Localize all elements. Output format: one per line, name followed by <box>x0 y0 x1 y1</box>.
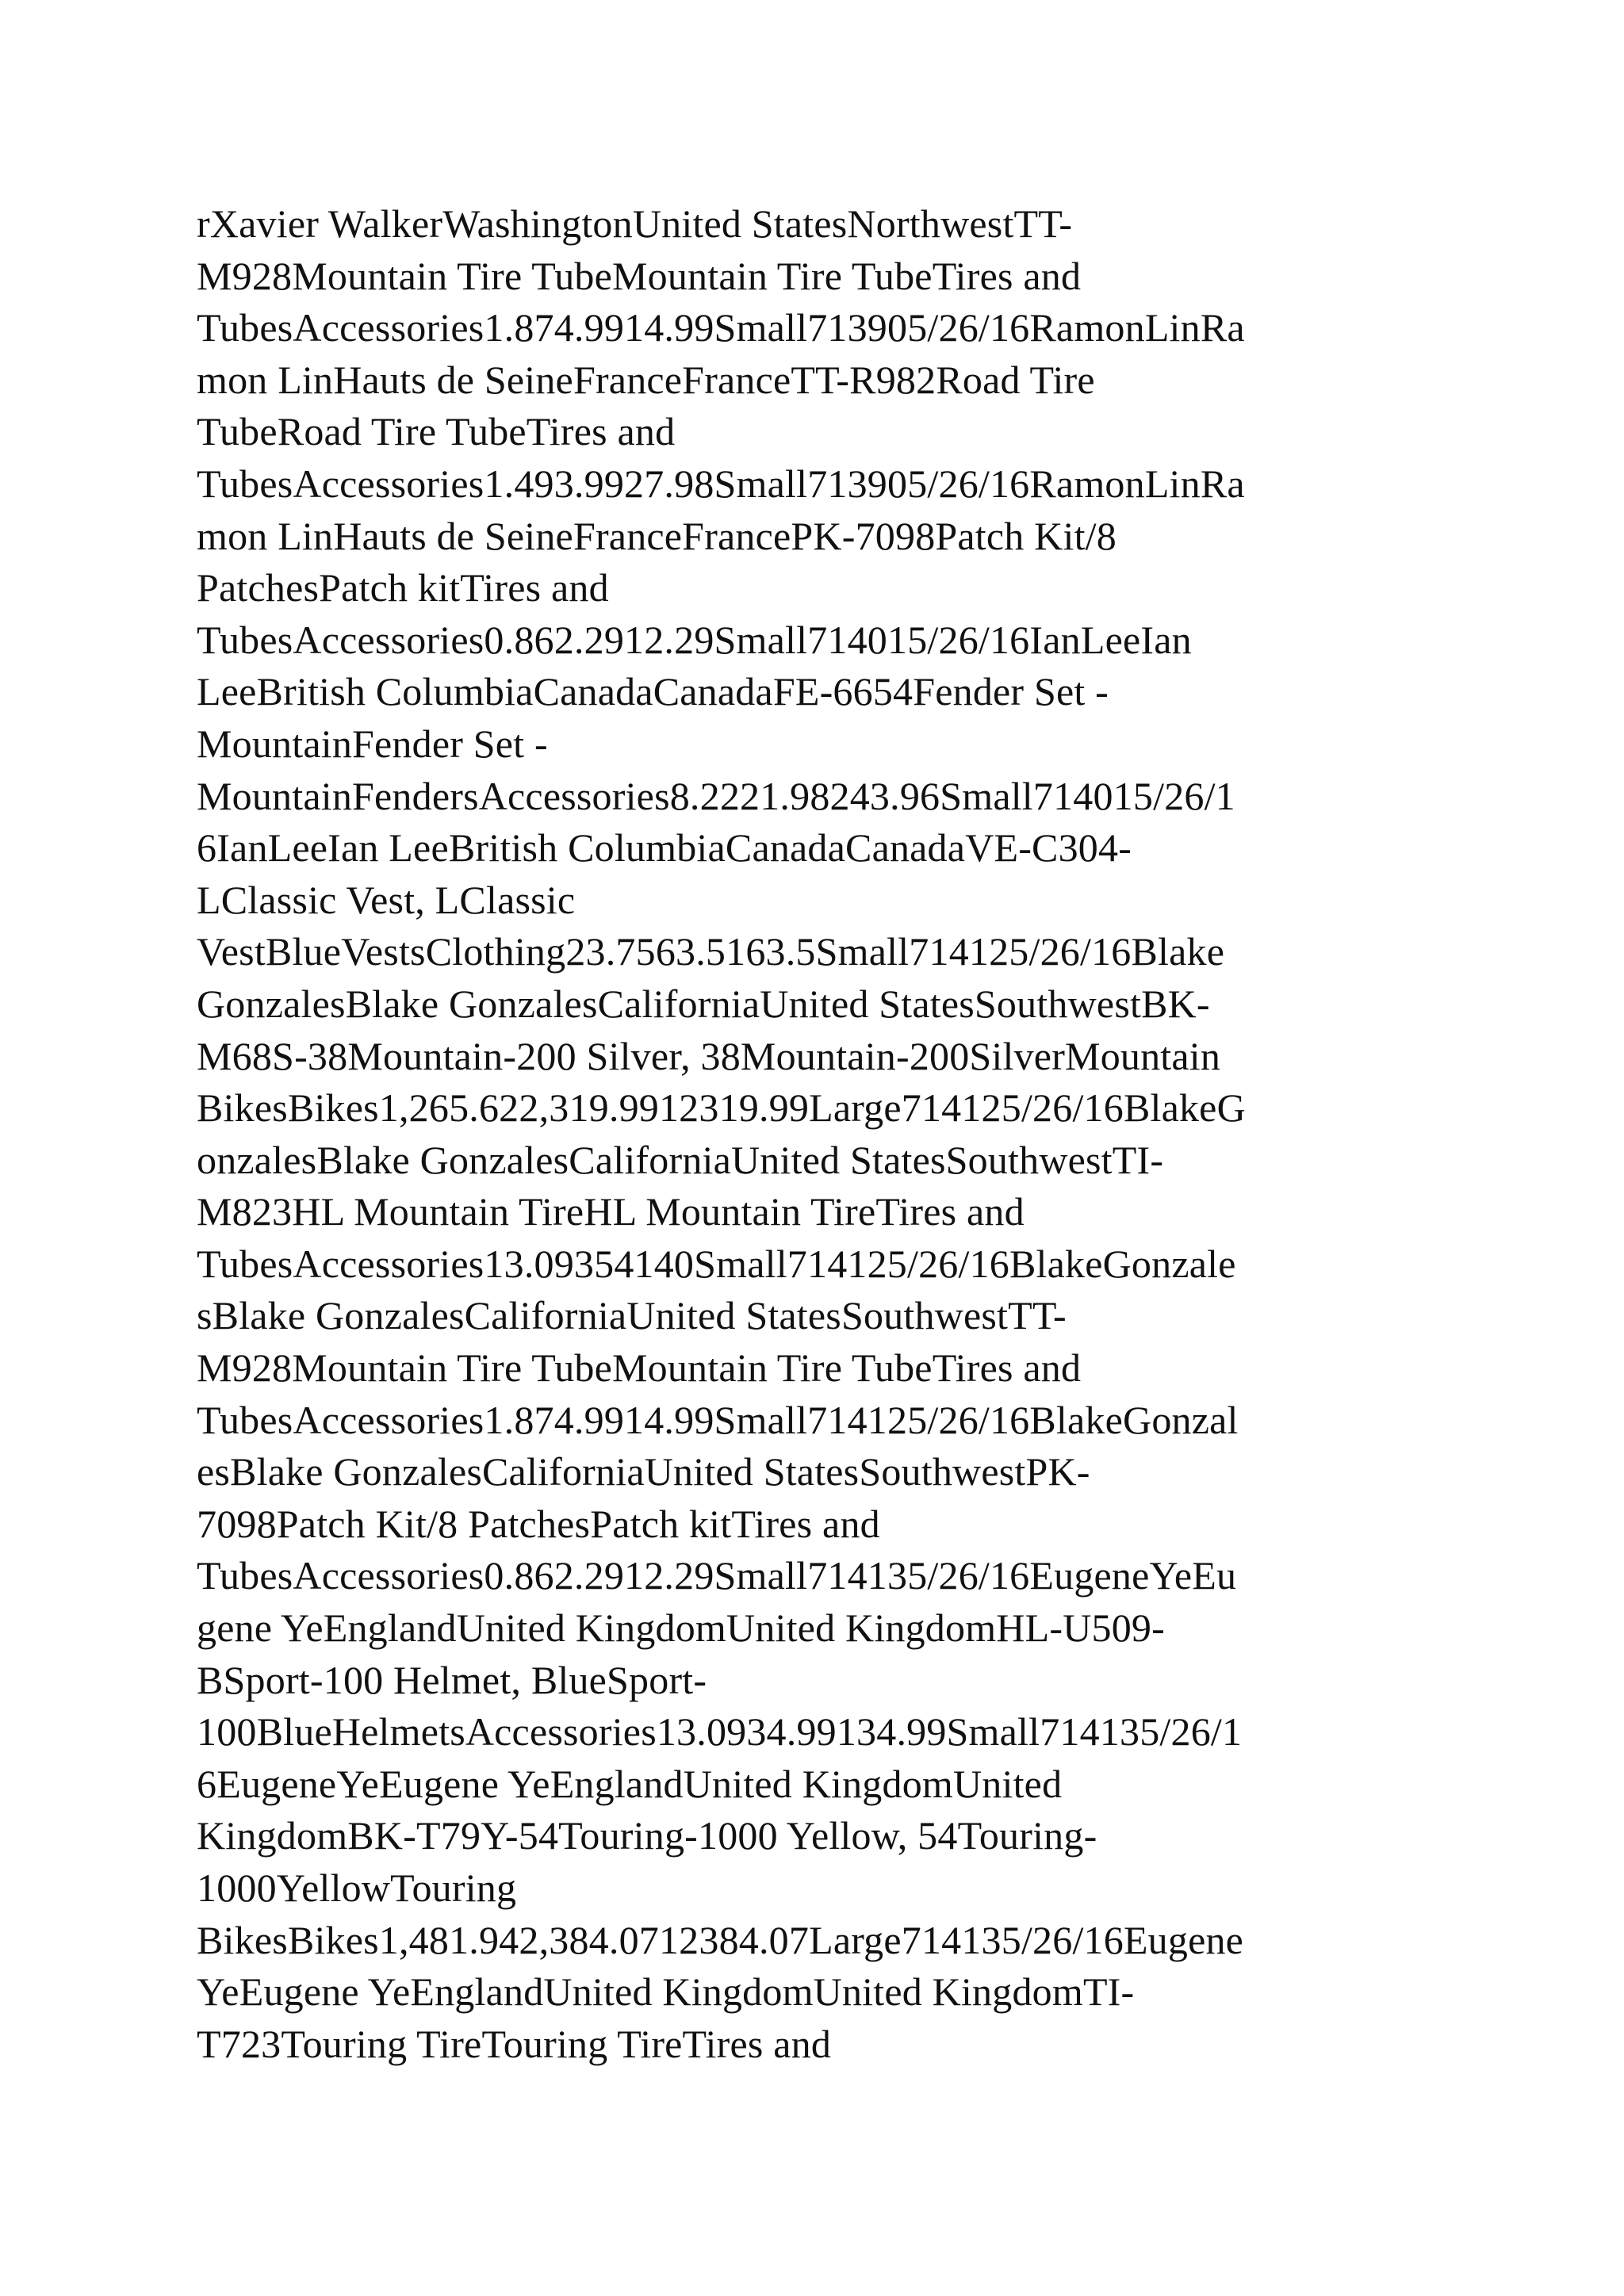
text-line: M928Mountain Tire TubeMountain Tire TubeTires and <box>197 1345 1082 1391</box>
text-line: LeeBritish ColumbiaCanadaCanadaFE-6654Fender Set - <box>197 669 1109 714</box>
text-line: esBlake GonzalesCaliforniaUnited StatesSouthwestPK- <box>197 1449 1090 1494</box>
text-line: mon LinHauts de SeineFranceFranceTT-R982Road Tire <box>197 357 1095 402</box>
text-line: BSport-100 Helmet, BlueSport- <box>197 1657 707 1702</box>
text-line: PatchesPatch kitTires and <box>197 565 609 610</box>
text-line: 100BlueHelmetsAccessories13.0934.99134.99Small714135/26/1 <box>197 1709 1243 1755</box>
text-line: mon LinHauts de SeineFranceFrancePK-7098Patch Kit/8 <box>197 513 1116 558</box>
text-line: TubesAccessories1.874.9914.99Small713905/26/16RamonLinRa <box>197 305 1245 350</box>
text-line: GonzalesBlake GonzalesCaliforniaUnited StatesSouthwestBK- <box>197 981 1210 1026</box>
text-line: M823HL Mountain TireHL Mountain TireTires and <box>197 1189 1025 1234</box>
text-line: rXavier WalkerWashingtonUnited StatesNorthwestTT- <box>197 201 1073 246</box>
text-line: 7098Patch Kit/8 PatchesPatch kitTires and <box>197 1501 880 1546</box>
text-line: TubesAccessories1.874.9914.99Small714125/26/16BlakeGonzal <box>197 1397 1239 1442</box>
text-line: T723Touring TireTouring TireTires and <box>197 2021 832 2066</box>
text-line: MountainFender Set - <box>197 721 548 766</box>
text-line: YeEugene YeEnglandUnited KingdomUnited KingdomTI- <box>197 1969 1135 2015</box>
text-line: MountainFendersAccessories8.2221.98243.96Small714015/26/1 <box>197 773 1235 818</box>
text-line: TubesAccessories0.862.2912.29Small714135/26/16EugeneYeEu <box>197 1553 1237 1598</box>
text-line: KingdomBK-T79Y-54Touring-1000 Yellow, 54Touring- <box>197 1813 1097 1858</box>
text-line: TubesAccessories13.09354140Small714125/26/16BlakeGonzale <box>197 1241 1236 1286</box>
text-line: TubesAccessories1.493.9927.98Small713905/26/16RamonLinRa <box>197 461 1245 506</box>
text-line: 6EugeneYeEugene YeEnglandUnited KingdomUnited <box>197 1761 1063 1806</box>
text-line: TubeRoad Tire TubeTires and <box>197 409 676 454</box>
text-line: M928Mountain Tire TubeMountain Tire TubeTires and <box>197 253 1082 298</box>
text-line: M68S-38Mountain-200 Silver, 38Mountain-200SilverMountain <box>197 1033 1221 1078</box>
document-body <box>197 198 1465 2070</box>
text-line: gene YeEnglandUnited KingdomUnited KingdomHL-U509- <box>197 1605 1165 1651</box>
text-line: TubesAccessories0.862.2912.29Small714015/26/16IanLeeIan <box>197 617 1192 662</box>
text-line: LClassic Vest, LClassic <box>197 877 576 922</box>
text-line: onzalesBlake GonzalesCaliforniaUnited StatesSouthwestTI- <box>197 1137 1164 1182</box>
text-line: VestBlueVestsClothing23.7563.5163.5Small714125/26/16Blake <box>197 929 1225 974</box>
text-line: BikesBikes1,481.942,384.0712384.07Large714135/26/16Eugene <box>197 1917 1244 1962</box>
text-line: sBlake GonzalesCaliforniaUnited StatesSouthwestTT- <box>197 1293 1067 1338</box>
text-line: 1000YellowTouring <box>197 1866 517 1910</box>
text-line: BikesBikes1,265.622,319.9912319.99Large714125/26/16BlakeG <box>197 1085 1246 1131</box>
text-line: 6IanLeeIan LeeBritish ColumbiaCanadaCanadaVE-C304- <box>197 825 1132 871</box>
